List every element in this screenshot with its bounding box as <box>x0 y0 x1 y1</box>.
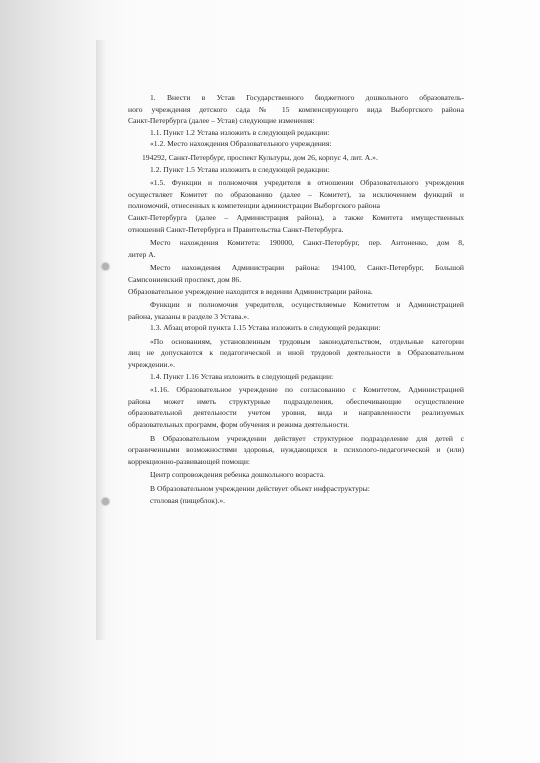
text-line: «1.5. Функции и полномочия учредителя в отношении Образовательного учреждения <box>150 178 464 188</box>
text-line: образовательной деятельности учетом уровня, вида и направленности реализуемых <box>128 408 464 418</box>
text-line: «По основаниям, установленным трудовым законодательством, отдельные категории <box>150 336 464 346</box>
text-line: отношений Санкт-Петербурга и Правительства Санкт-Петербурга. <box>128 224 344 234</box>
text-line: коррекционно-развивающей помощи: <box>128 456 250 466</box>
text-line: Санкт-Петербурга (далее – Администрация района), а также Комитета имущественных <box>128 212 464 222</box>
text-line: учреждении.». <box>128 360 176 370</box>
text-line: 1.4. Пункт 1.16 Устава изложить в следующей редакции: <box>150 371 334 381</box>
text-line: «1.16. Образовательное учреждение по согласованию с Комитетом, Администрацией <box>150 385 464 395</box>
text-line: Сампсониевский проспект, дом 86. <box>128 274 242 284</box>
text-line: образовательных программ, форм обучения и режима деятельности. <box>128 420 350 430</box>
text-line: осуществляет Комитет по образованию (далее – Комитет), за исключением функций и <box>128 189 464 199</box>
text-line: В Образовательном учреждении действует структурное подразделение для детей с <box>150 433 464 443</box>
text-line: Образовательное учреждение находится в ведении Администрации района. <box>128 286 373 296</box>
page-edge-shadow <box>96 40 106 640</box>
text-line: Центр сопровождения ребенка дошкольного возраста. <box>150 470 325 480</box>
text-line: 1. Внести в Устав Государственного бюджетного дошкольного образователь- <box>150 93 464 102</box>
text-line: района может иметь структурные подразделения, обеспечивающие осуществление <box>128 396 464 406</box>
text-line: 1.3. Абзац второй пункта 1.15 Устава изложить в следующей редакции: <box>150 323 381 333</box>
text-line: полномочий, отнесенных к компетенции администрации Выборгского района <box>128 201 381 211</box>
text-line: Место нахождения Администрации района: 194100, Санкт-Петербург, Большой <box>150 263 464 273</box>
text-line: лиц не допускаются к педагогической и иной трудовой деятельности в Образовательном <box>128 348 464 358</box>
text-line: 1.1. Пункт 1.2 Устава изложить в следующей редакции: <box>150 127 330 137</box>
text-line: Санкт-Петербурга (далее – Устав) следующие изменения: <box>128 116 315 126</box>
text-line: Функции и полномочия учредителя, осуществляемые Комитетом и Администрацией <box>150 300 464 310</box>
text-line: 1.2. Пункт 1.5 Устава изложить в следующей редакции: <box>150 164 330 174</box>
document-body <box>128 92 464 506</box>
punch-hole-top <box>102 263 109 270</box>
text-line: литер А. <box>128 249 156 259</box>
text-line: района, указаны в разделе 3 Устава.». <box>128 311 250 321</box>
text-line: ограниченными возможностями здоровья, нуждающихся в психолого-педагогической и (или) <box>128 445 464 455</box>
text-line: «1.2. Место нахождения Образовательного учреждения: <box>150 139 332 149</box>
text-line: ного учреждения детского сада № 15 компенсирующего вида Выборгского района <box>128 104 464 114</box>
punch-hole-bottom <box>102 498 109 505</box>
text-line: 194292, Санкт-Петербург, проспект Культуры, дом 26, корпус 4, лит. А.». <box>142 152 378 162</box>
text-line: столовая (пищеблок).». <box>150 495 226 505</box>
text-line: В Образовательном учреждении действует объект инфраструктуры: <box>150 484 370 493</box>
text-line: Место нахождения Комитета: 190000, Санкт-Петербург, пер. Антоненко, дом 8, <box>150 238 464 248</box>
